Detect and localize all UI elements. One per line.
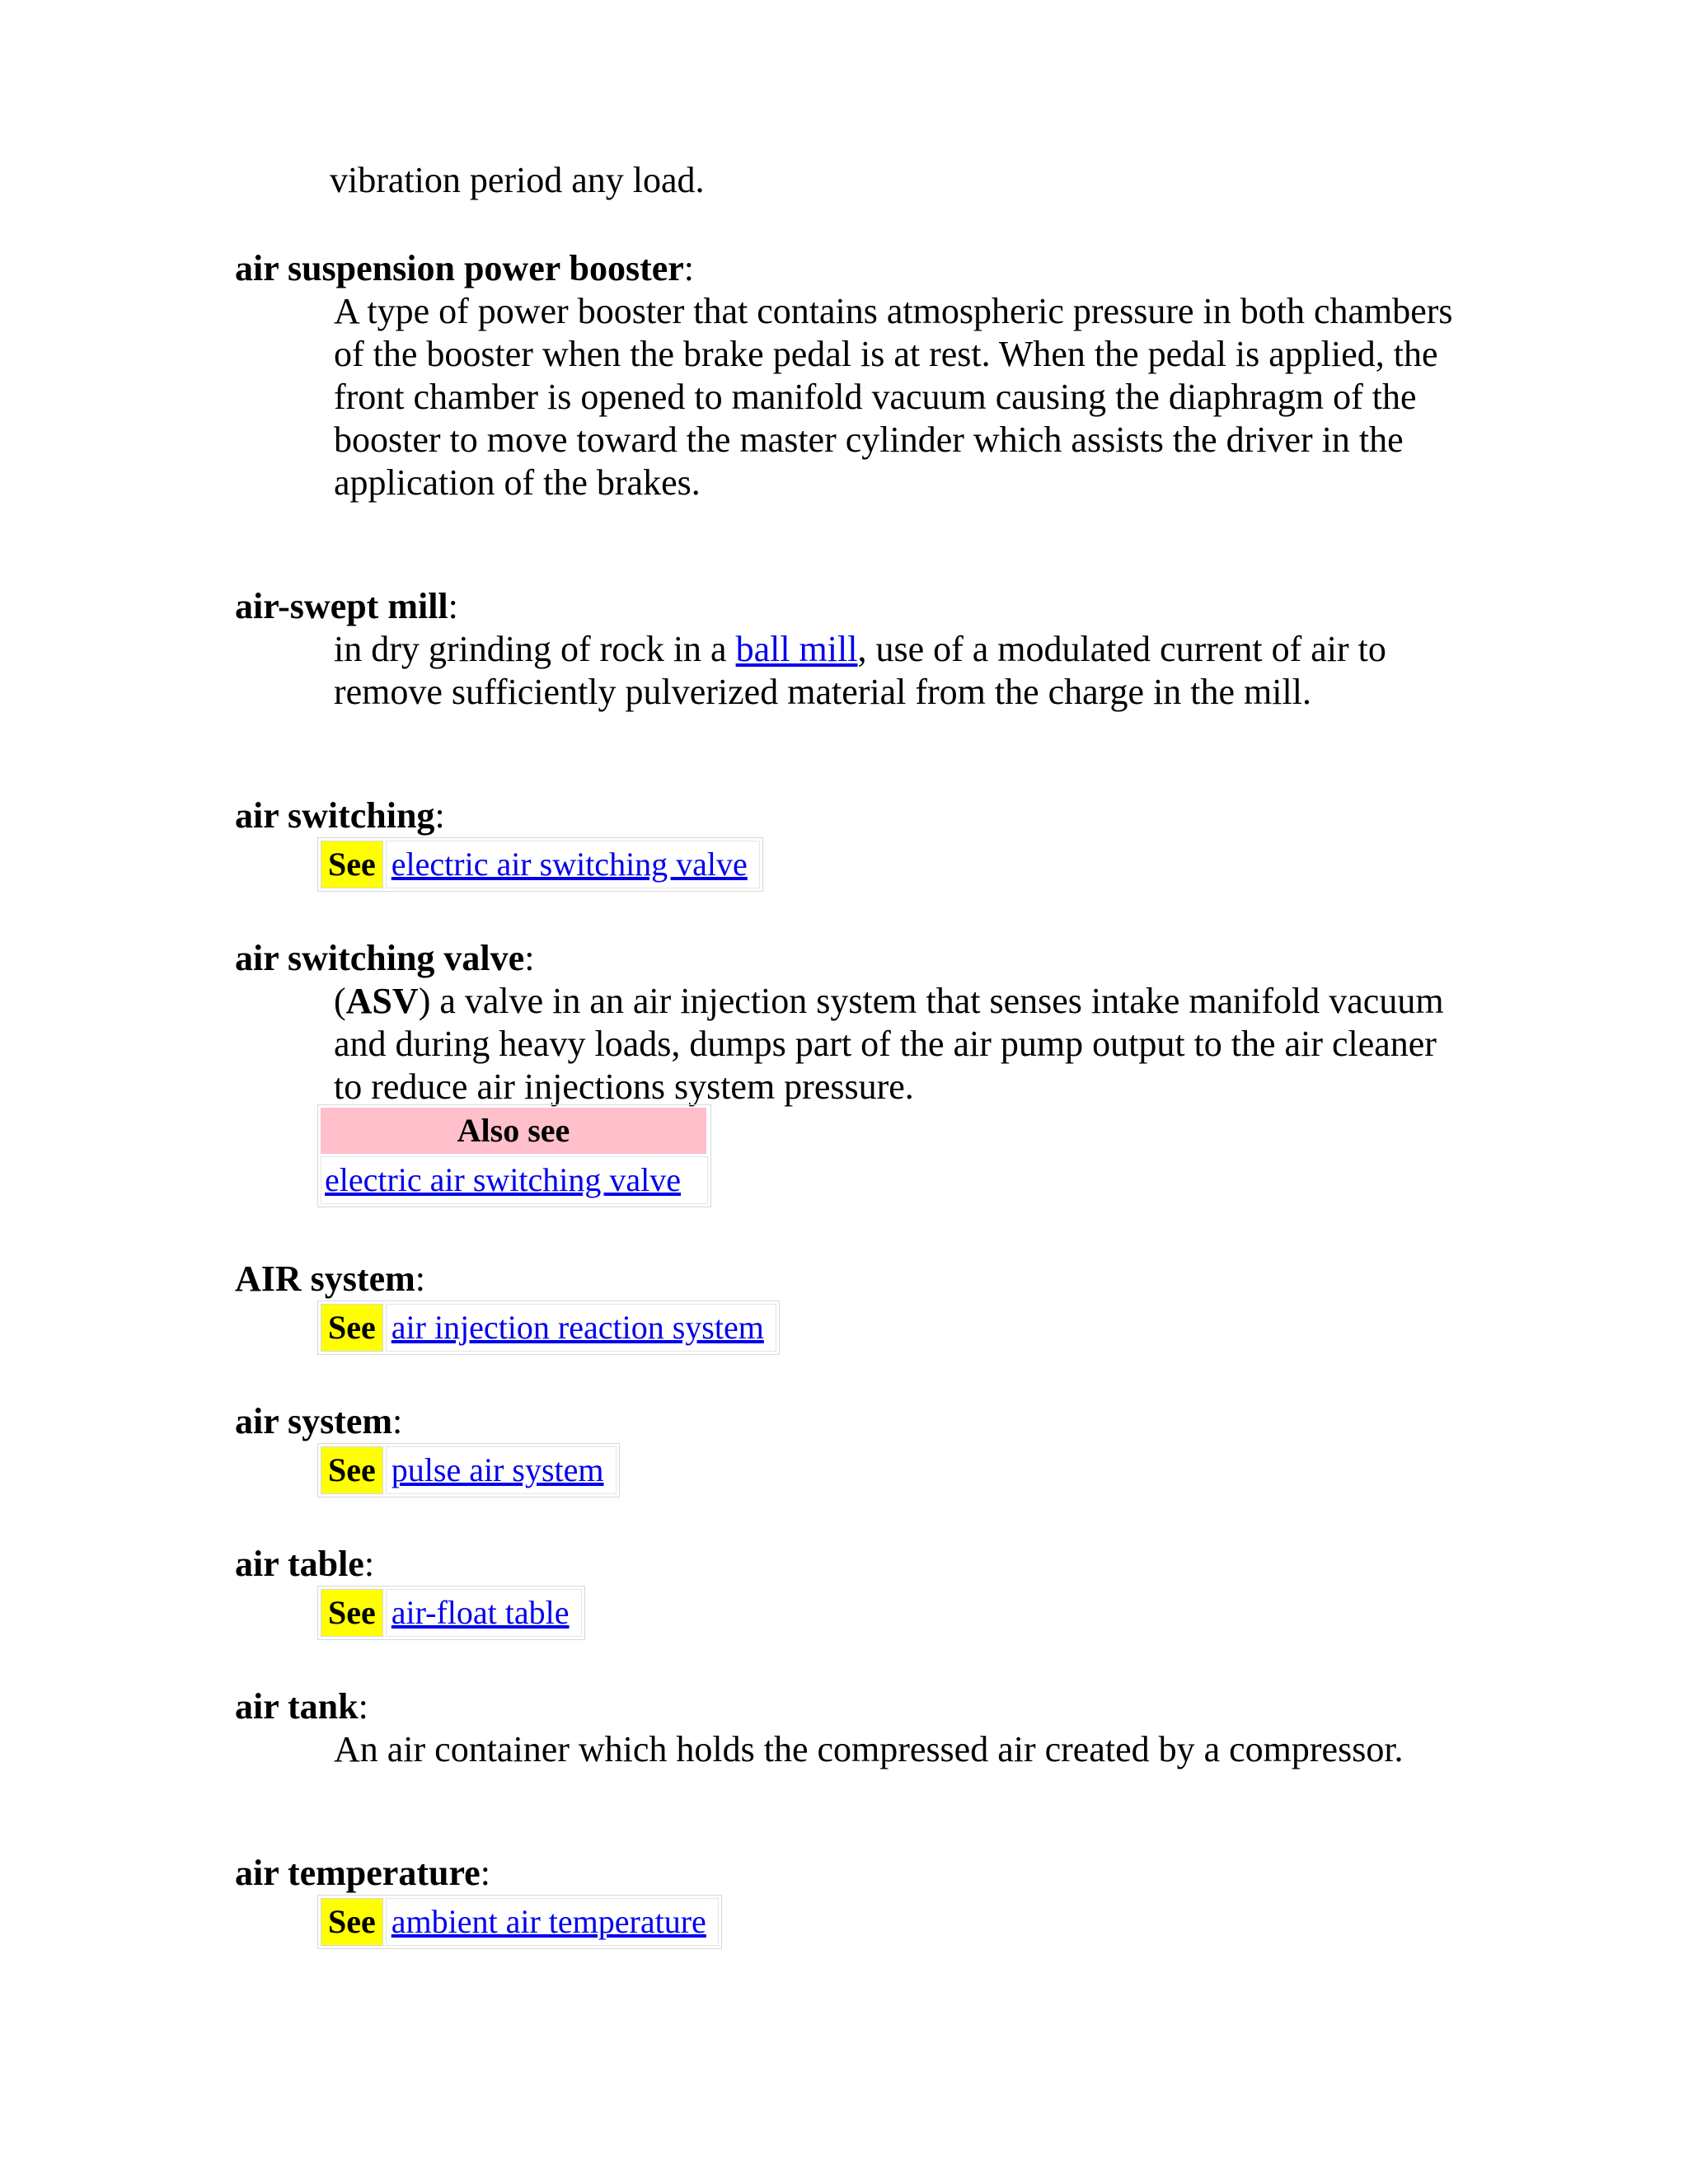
term-colon: : (480, 1853, 490, 1893)
glossary-entry-heading (235, 1852, 490, 1895)
also-see-box (317, 1104, 711, 1207)
paren-open: ( (334, 981, 346, 1021)
glossary-entry-heading (235, 1400, 402, 1443)
see-reference-box (317, 1443, 620, 1497)
glossary-entry-heading (235, 1258, 425, 1301)
glossary-definition (334, 628, 1471, 714)
term-colon: : (415, 1258, 425, 1299)
see-label: See (321, 1304, 383, 1352)
term-colon: : (434, 795, 445, 836)
electric-air-switching-valve-link[interactable]: electric air switching valve (325, 1161, 682, 1198)
glossary-entry-heading (235, 794, 445, 837)
see-link-cell (386, 1446, 617, 1494)
see-reference-box (317, 837, 763, 892)
see-label: See (321, 1898, 383, 1946)
glossary-term: air system (235, 1401, 393, 1441)
glossary-term: air suspension power booster (235, 248, 684, 288)
glossary-entry-heading (235, 937, 534, 980)
glossary-term: air switching (235, 795, 435, 836)
see-reference-box (317, 1586, 585, 1640)
see-link-cell (386, 1304, 776, 1352)
ball-mill-link[interactable]: ball mill (735, 629, 858, 669)
see-link-cell (386, 1898, 719, 1946)
previous-definition-fragment: vibration period any load. (330, 160, 705, 200)
also-see-header: Also see (321, 1108, 706, 1154)
glossary-term: air switching valve (235, 938, 525, 978)
glossary-entry-heading (235, 1543, 374, 1586)
term-colon: : (448, 586, 458, 626)
glossary-definition: A type of power booster that contains atmospheric pressure in both chambers of the booster when the brake pedal is at rest. When the pedal is applied, the front chamber is opened to manifold vacuum causing the diaphragm of the booster to move toward the master cylinder which assists the driver in the application of the brakes. (334, 291, 1453, 503)
glossary-term: air table (235, 1544, 364, 1584)
glossary-definition: An air container which holds the compressed air created by a compressor. (334, 1729, 1404, 1769)
glossary-entry-heading (235, 585, 458, 628)
air-injection-reaction-system-link[interactable]: air injection reaction system (391, 1309, 764, 1346)
see-label: See (321, 1589, 383, 1637)
glossary-definition (334, 980, 1471, 1108)
term-colon: : (363, 1544, 375, 1584)
see-link-cell (386, 1589, 582, 1637)
see-label: See (321, 1446, 383, 1494)
see-label: See (321, 841, 383, 888)
term-colon: : (358, 1686, 368, 1727)
glossary-term: air-swept mill (235, 586, 448, 626)
abbreviation: ASV (345, 981, 419, 1021)
glossary-term: AIR system (235, 1258, 415, 1299)
definition-text: ) a valve in an air injection system that senses intake manifold vacuum and during heavy loads, dumps part of the air pump output to the air cleaner to reduce air injections system pressure. (334, 981, 1444, 1107)
definition-text: , use of a modulated current of air to remove sufficiently pulverized material from the charge in the mill. (334, 629, 1386, 712)
electric-air-switching-valve-link[interactable]: electric air switching valve (391, 846, 748, 883)
glossary-entry-heading (235, 247, 694, 290)
see-reference-box (317, 1895, 722, 1949)
definition-text: in dry grinding of rock in a (334, 629, 736, 669)
also-see-link-cell (321, 1156, 708, 1204)
term-colon: : (524, 938, 535, 978)
ambient-air-temperature-link[interactable]: ambient air temperature (391, 1903, 706, 1940)
glossary-term: air tank (235, 1686, 359, 1727)
term-colon: : (392, 1401, 403, 1441)
glossary-entry-heading (235, 1685, 368, 1728)
pulse-air-system-link[interactable]: pulse air system (391, 1451, 604, 1488)
see-link-cell (386, 841, 760, 888)
air-float-table-link[interactable]: air-float table (391, 1594, 570, 1631)
see-reference-box (317, 1301, 780, 1355)
term-colon: : (683, 248, 695, 288)
glossary-term: air temperature (235, 1853, 481, 1893)
